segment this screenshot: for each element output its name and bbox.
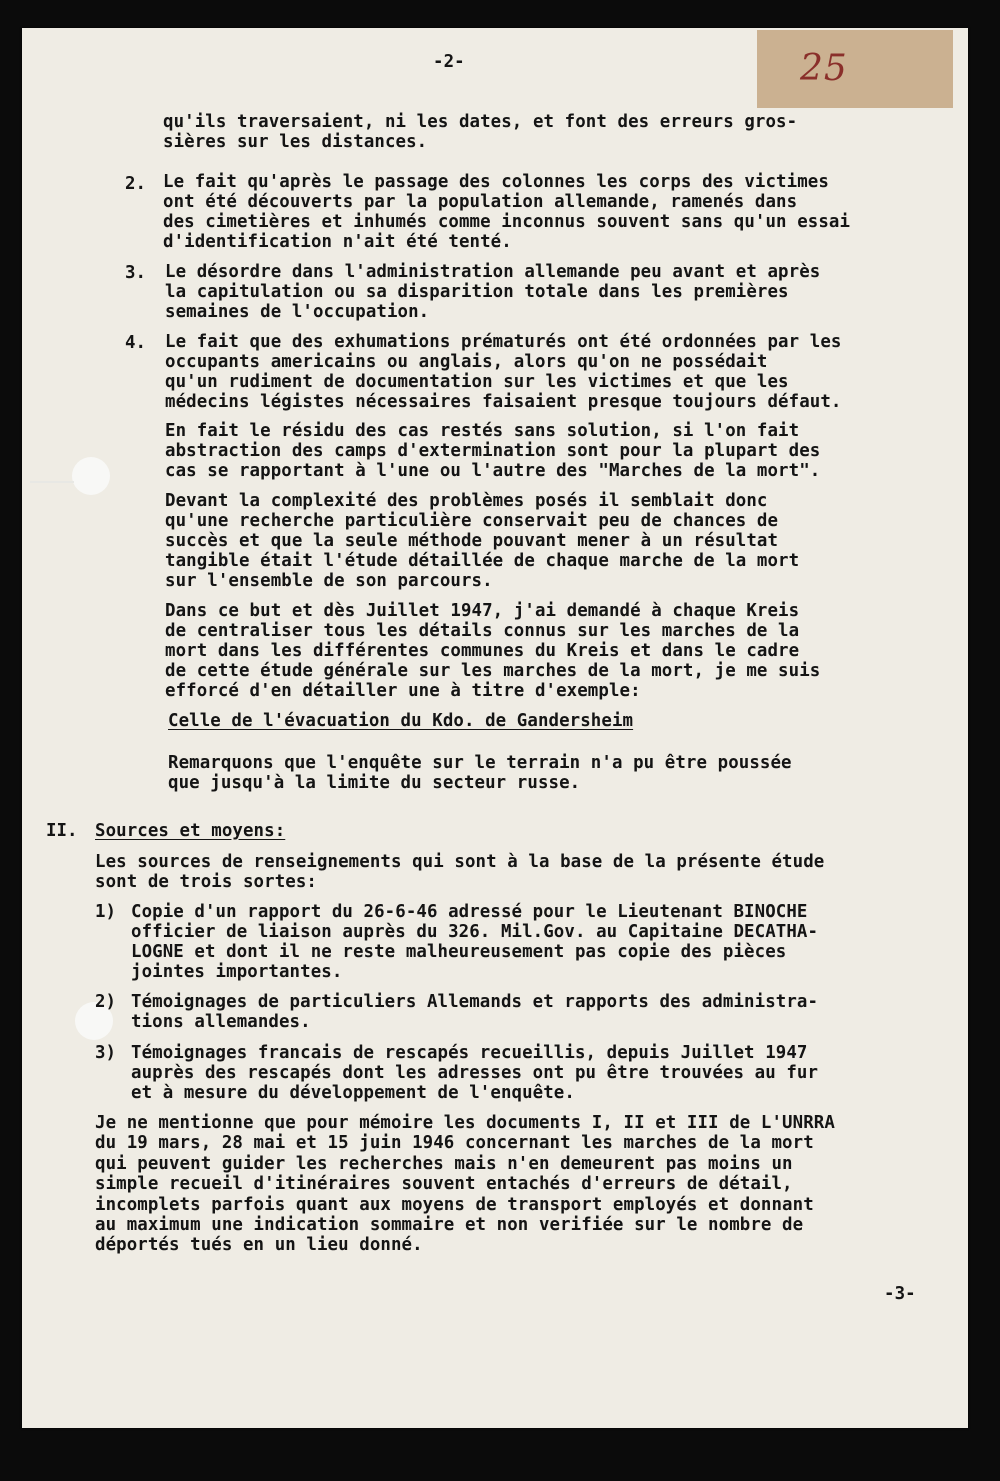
item-line: qu'un rudiment de documentation sur les victimes et que les	[165, 372, 789, 392]
paragraph-line: qu'une recherche particulière conservait peu de chances de	[165, 511, 779, 531]
source-line: jointes importantes.	[131, 962, 343, 982]
paragraph-line: tangible était l'étude détaillée de chaque marche de la mort	[165, 551, 800, 571]
closing-line: du 19 mars, 28 mai et 15 juin 1946 concernant les marches de la mort	[95, 1133, 814, 1154]
closing-line: qui peuvent guider les recherches mais n'en demeurent pas moins un	[95, 1153, 793, 1174]
closing-line: simple recueil d'itinéraires souvent entachés d'erreurs de détail,	[95, 1174, 793, 1195]
item-number: 2.	[125, 174, 146, 194]
archive-stamp-number: 25	[800, 48, 848, 89]
paragraph-line: mort dans les différentes communes du Kreis et dans le cadre	[165, 641, 800, 661]
page-footer-number: -3-	[884, 1284, 916, 1304]
intro-line: qu'ils traversaient, ni les dates, et font des erreurs gros-	[163, 112, 798, 132]
item-line: occupants americains ou anglais, alors qu'on ne possédait	[165, 352, 768, 372]
item-line: Le désordre dans l'administration allemande peu avant et après	[165, 262, 821, 282]
source-line: et à mesure du développement de l'enquête.	[131, 1083, 575, 1103]
item-line: la capitulation ou sa disparition totale dans les premières	[165, 282, 789, 302]
closing-line: au maximum une indication sommaire et non verifiée sur le nombre de	[95, 1215, 804, 1235]
item-line: médecins légistes nécessaires faisaient presque toujours défaut.	[165, 392, 842, 412]
section-intro-line: sont de trois sortes:	[95, 872, 317, 892]
source-line: Témoignages de particuliers Allemands et rapports des administra-	[131, 992, 819, 1012]
source-number: 1)	[95, 902, 116, 922]
paragraph-line: Devant la complexité des problèmes posés il semblait donc	[165, 491, 768, 511]
item-line: Le fait qu'après le passage des colonnes les corps des victimes	[163, 172, 829, 192]
source-line: Copie d'un rapport du 26-6-46 adressé pour le Lieutenant BINOCHE	[131, 902, 808, 922]
source-line: Témoignages francais de rescapés recueillis, depuis Juillet 1947	[131, 1043, 808, 1063]
item-line: des cimetières et inhumés comme inconnus souvent sans qu'un essai	[163, 212, 851, 232]
item-number: 4.	[125, 333, 146, 353]
section-intro-line: Les sources de renseignements qui sont à la base de la présente étude	[95, 852, 825, 872]
punch-hole	[72, 457, 110, 495]
paragraph-line: succès et que la seule méthode pouvant mener à un résultat	[165, 531, 779, 551]
source-line: officier de liaison auprès du 326. Mil.Gov. au Capitaine DECATHA-	[131, 922, 819, 942]
paragraph-line: En fait le résidu des cas restés sans solution, si l'on fait	[165, 421, 800, 441]
archive-tab	[757, 30, 953, 108]
source-number: 2)	[95, 992, 116, 1012]
punch-mark	[30, 481, 74, 483]
paragraph-line: de centraliser tous les détails connus sur les marches de la	[165, 621, 800, 641]
item-line: ont été découverts par la population allemande, ramenés dans	[163, 192, 798, 212]
source-line: LOGNE et dont il ne reste malheureusement pas copie des pièces	[131, 942, 787, 962]
source-line: tions allemandes.	[131, 1012, 311, 1032]
paragraph-line: abstraction des camps d'extermination sont pour la plupart des	[165, 441, 821, 461]
item-line: Le fait que des exhumations prématurés ont été ordonnées par les	[165, 332, 842, 352]
item-number: 3.	[125, 263, 146, 283]
section-number: II.	[46, 821, 78, 841]
closing-line: incomplets parfois quant aux moyens de transport employés et donnant	[95, 1194, 814, 1215]
paragraph-line: cas se rapportant à l'une ou l'autre des "Marches de la mort".	[165, 461, 821, 481]
item-line: d'identification n'ait été tenté.	[163, 232, 512, 252]
intro-line: sières sur les distances.	[163, 132, 428, 152]
paragraph-line: de cette étude générale sur les marches de la mort, je me suis	[165, 661, 821, 681]
item-line: semaines de l'occupation.	[165, 302, 430, 322]
example-title: Celle de l'évacuation du Kdo. de Gandersheim	[168, 711, 634, 731]
paragraph-line: sur l'ensemble de son parcours.	[165, 571, 493, 591]
source-line: auprès des rescapés dont les adresses ont pu être trouvées au fur	[131, 1063, 819, 1083]
source-number: 3)	[95, 1043, 116, 1063]
page-header-number: -2-	[433, 52, 465, 72]
section-title: Sources et moyens:	[95, 821, 286, 841]
closing-line: déportés tués en un lieu donné.	[95, 1235, 423, 1256]
paragraph-line: Dans ce but et dès Juillet 1947, j'ai demandé à chaque Kreis	[165, 601, 800, 621]
closing-line: Je ne mentionne que pour mémoire les documents I, II et III de L'UNRRA	[95, 1113, 835, 1133]
remark-line: Remarquons que l'enquête sur le terrain n'a pu être poussée	[168, 753, 792, 773]
paragraph-line: efforcé d'en détailler une à titre d'exemple:	[165, 681, 641, 701]
remark-line: que jusqu'à la limite du secteur russe.	[168, 773, 581, 793]
